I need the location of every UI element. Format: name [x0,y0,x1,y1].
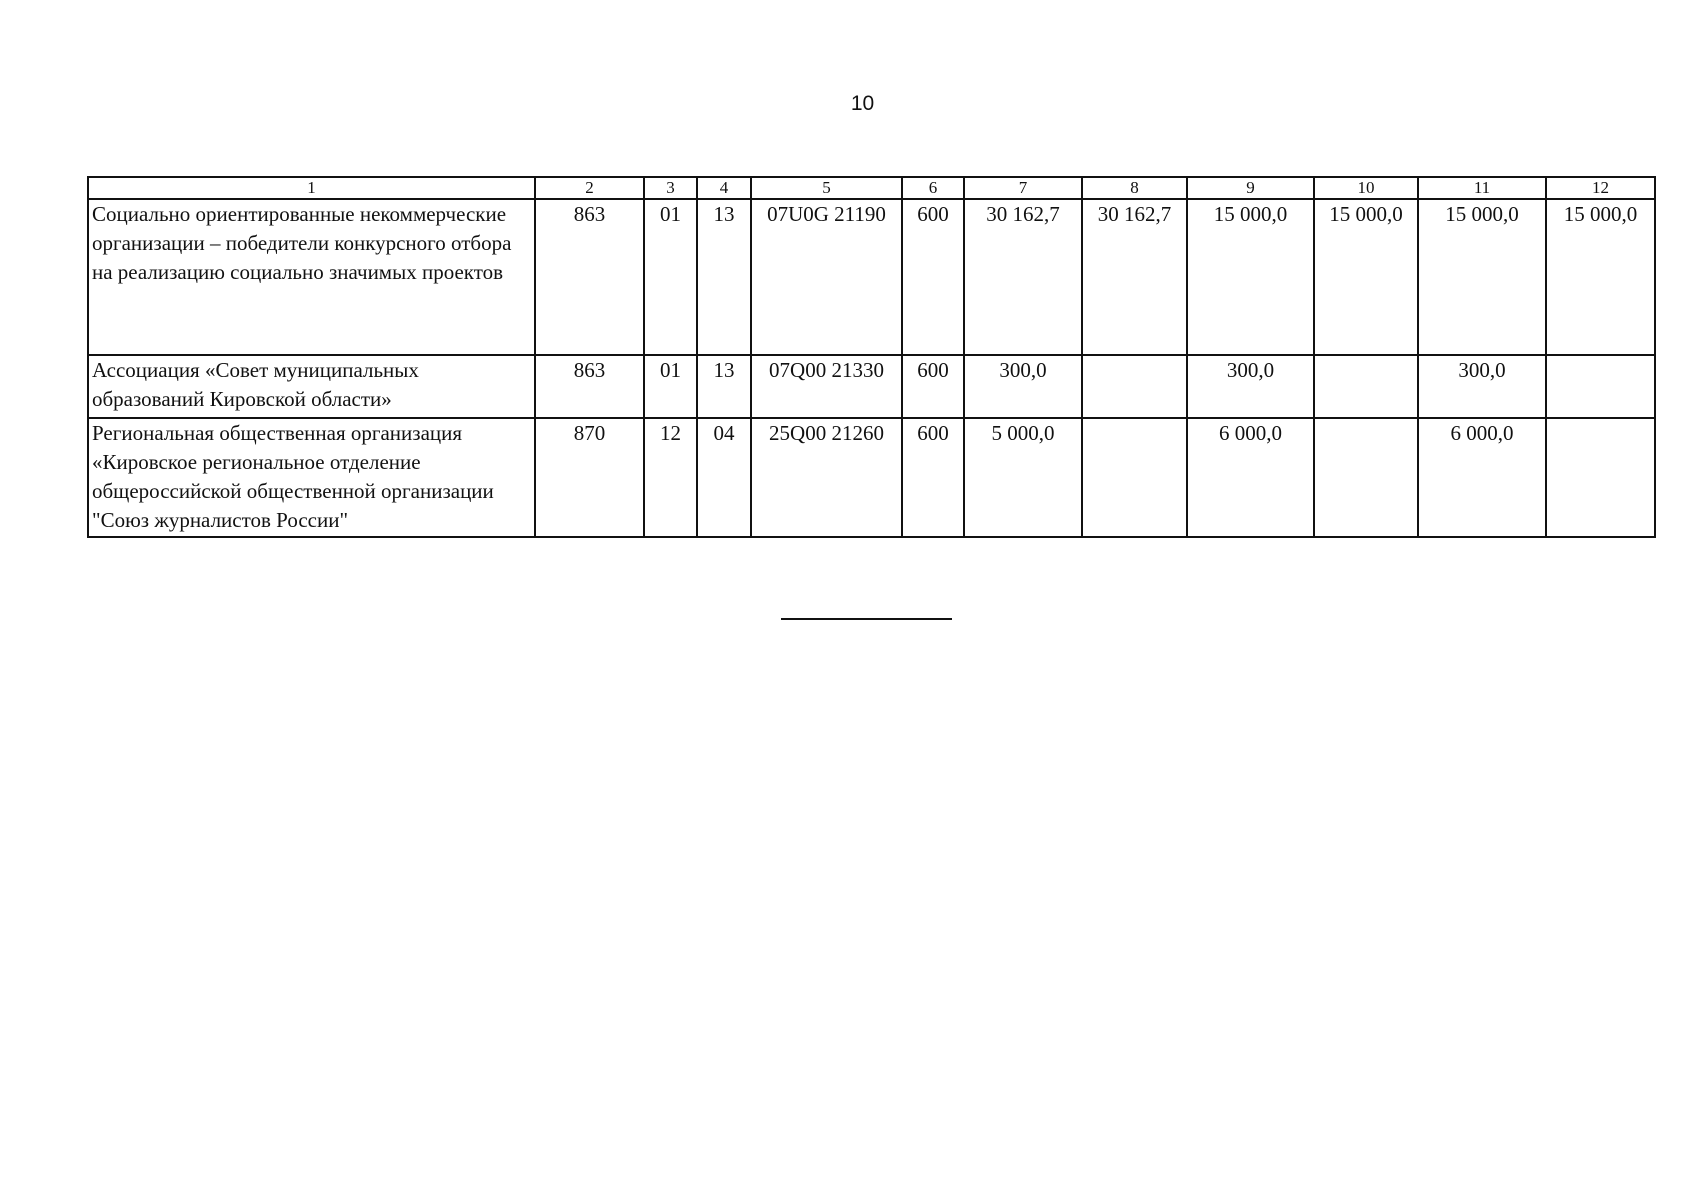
table-cell [1314,355,1418,418]
table-cell: 13 [697,355,751,418]
column-header: 3 [644,177,697,199]
table-cell: 15 000,0 [1546,199,1655,355]
column-header: 8 [1082,177,1187,199]
column-number-row [88,177,1655,199]
table-cell: 870 [535,418,644,537]
column-header: 5 [751,177,902,199]
table-cell: 01 [644,355,697,418]
table-cell: 600 [902,199,964,355]
column-header: 11 [1418,177,1546,199]
recipient-name-cell: Социально ориентированные некоммерческие организации – победители конкурсного отбора на реализацию социально значимых проектов [88,199,535,355]
table-cell: 300,0 [964,355,1082,418]
table-cell [1546,355,1655,418]
table-cell: 30 162,7 [964,199,1082,355]
table-cell: 863 [535,199,644,355]
table-cell [1082,418,1187,537]
table-cell: 12 [644,418,697,537]
column-header: 1 [88,177,535,199]
table-cell: 30 162,7 [1082,199,1187,355]
table-cell [1546,418,1655,537]
table-cell: 600 [902,355,964,418]
table-cell: 6 000,0 [1187,418,1314,537]
table-cell: 6 000,0 [1418,418,1546,537]
column-header: 4 [697,177,751,199]
table-cell: 300,0 [1418,355,1546,418]
recipient-name-cell: Ассоциация «Совет муниципальных образований Кировской области» [88,355,535,418]
table-cell: 5 000,0 [964,418,1082,537]
table-cell: 13 [697,199,751,355]
table-cell [1082,355,1187,418]
column-header: 2 [535,177,644,199]
table-cell: 15 000,0 [1187,199,1314,355]
table-cell: 01 [644,199,697,355]
table-cell: 15 000,0 [1418,199,1546,355]
table-cell: 300,0 [1187,355,1314,418]
table-cell: 25Q00 21260 [751,418,902,537]
page-number: 10 [850,92,875,115]
table-cell: 04 [697,418,751,537]
column-header: 12 [1546,177,1655,199]
recipient-name-cell: Региональная общественная организация «Кировское региональное отделение общероссийской общественной организации "Союз журналистов России" [88,418,535,537]
column-header: 10 [1314,177,1418,199]
column-header: 6 [902,177,964,199]
table-cell: 15 000,0 [1314,199,1418,355]
table-row [88,199,1655,355]
budget-table-container [87,176,1656,538]
table-cell: 07U0G 21190 [751,199,902,355]
table-cell: 07Q00 21330 [751,355,902,418]
table-cell: 600 [902,418,964,537]
end-of-document-rule [781,618,952,620]
column-header: 9 [1187,177,1314,199]
table-cell [1314,418,1418,537]
table-row [88,418,1655,537]
table-cell: 863 [535,355,644,418]
budget-table [87,176,1656,538]
table-row [88,355,1655,418]
column-header: 7 [964,177,1082,199]
